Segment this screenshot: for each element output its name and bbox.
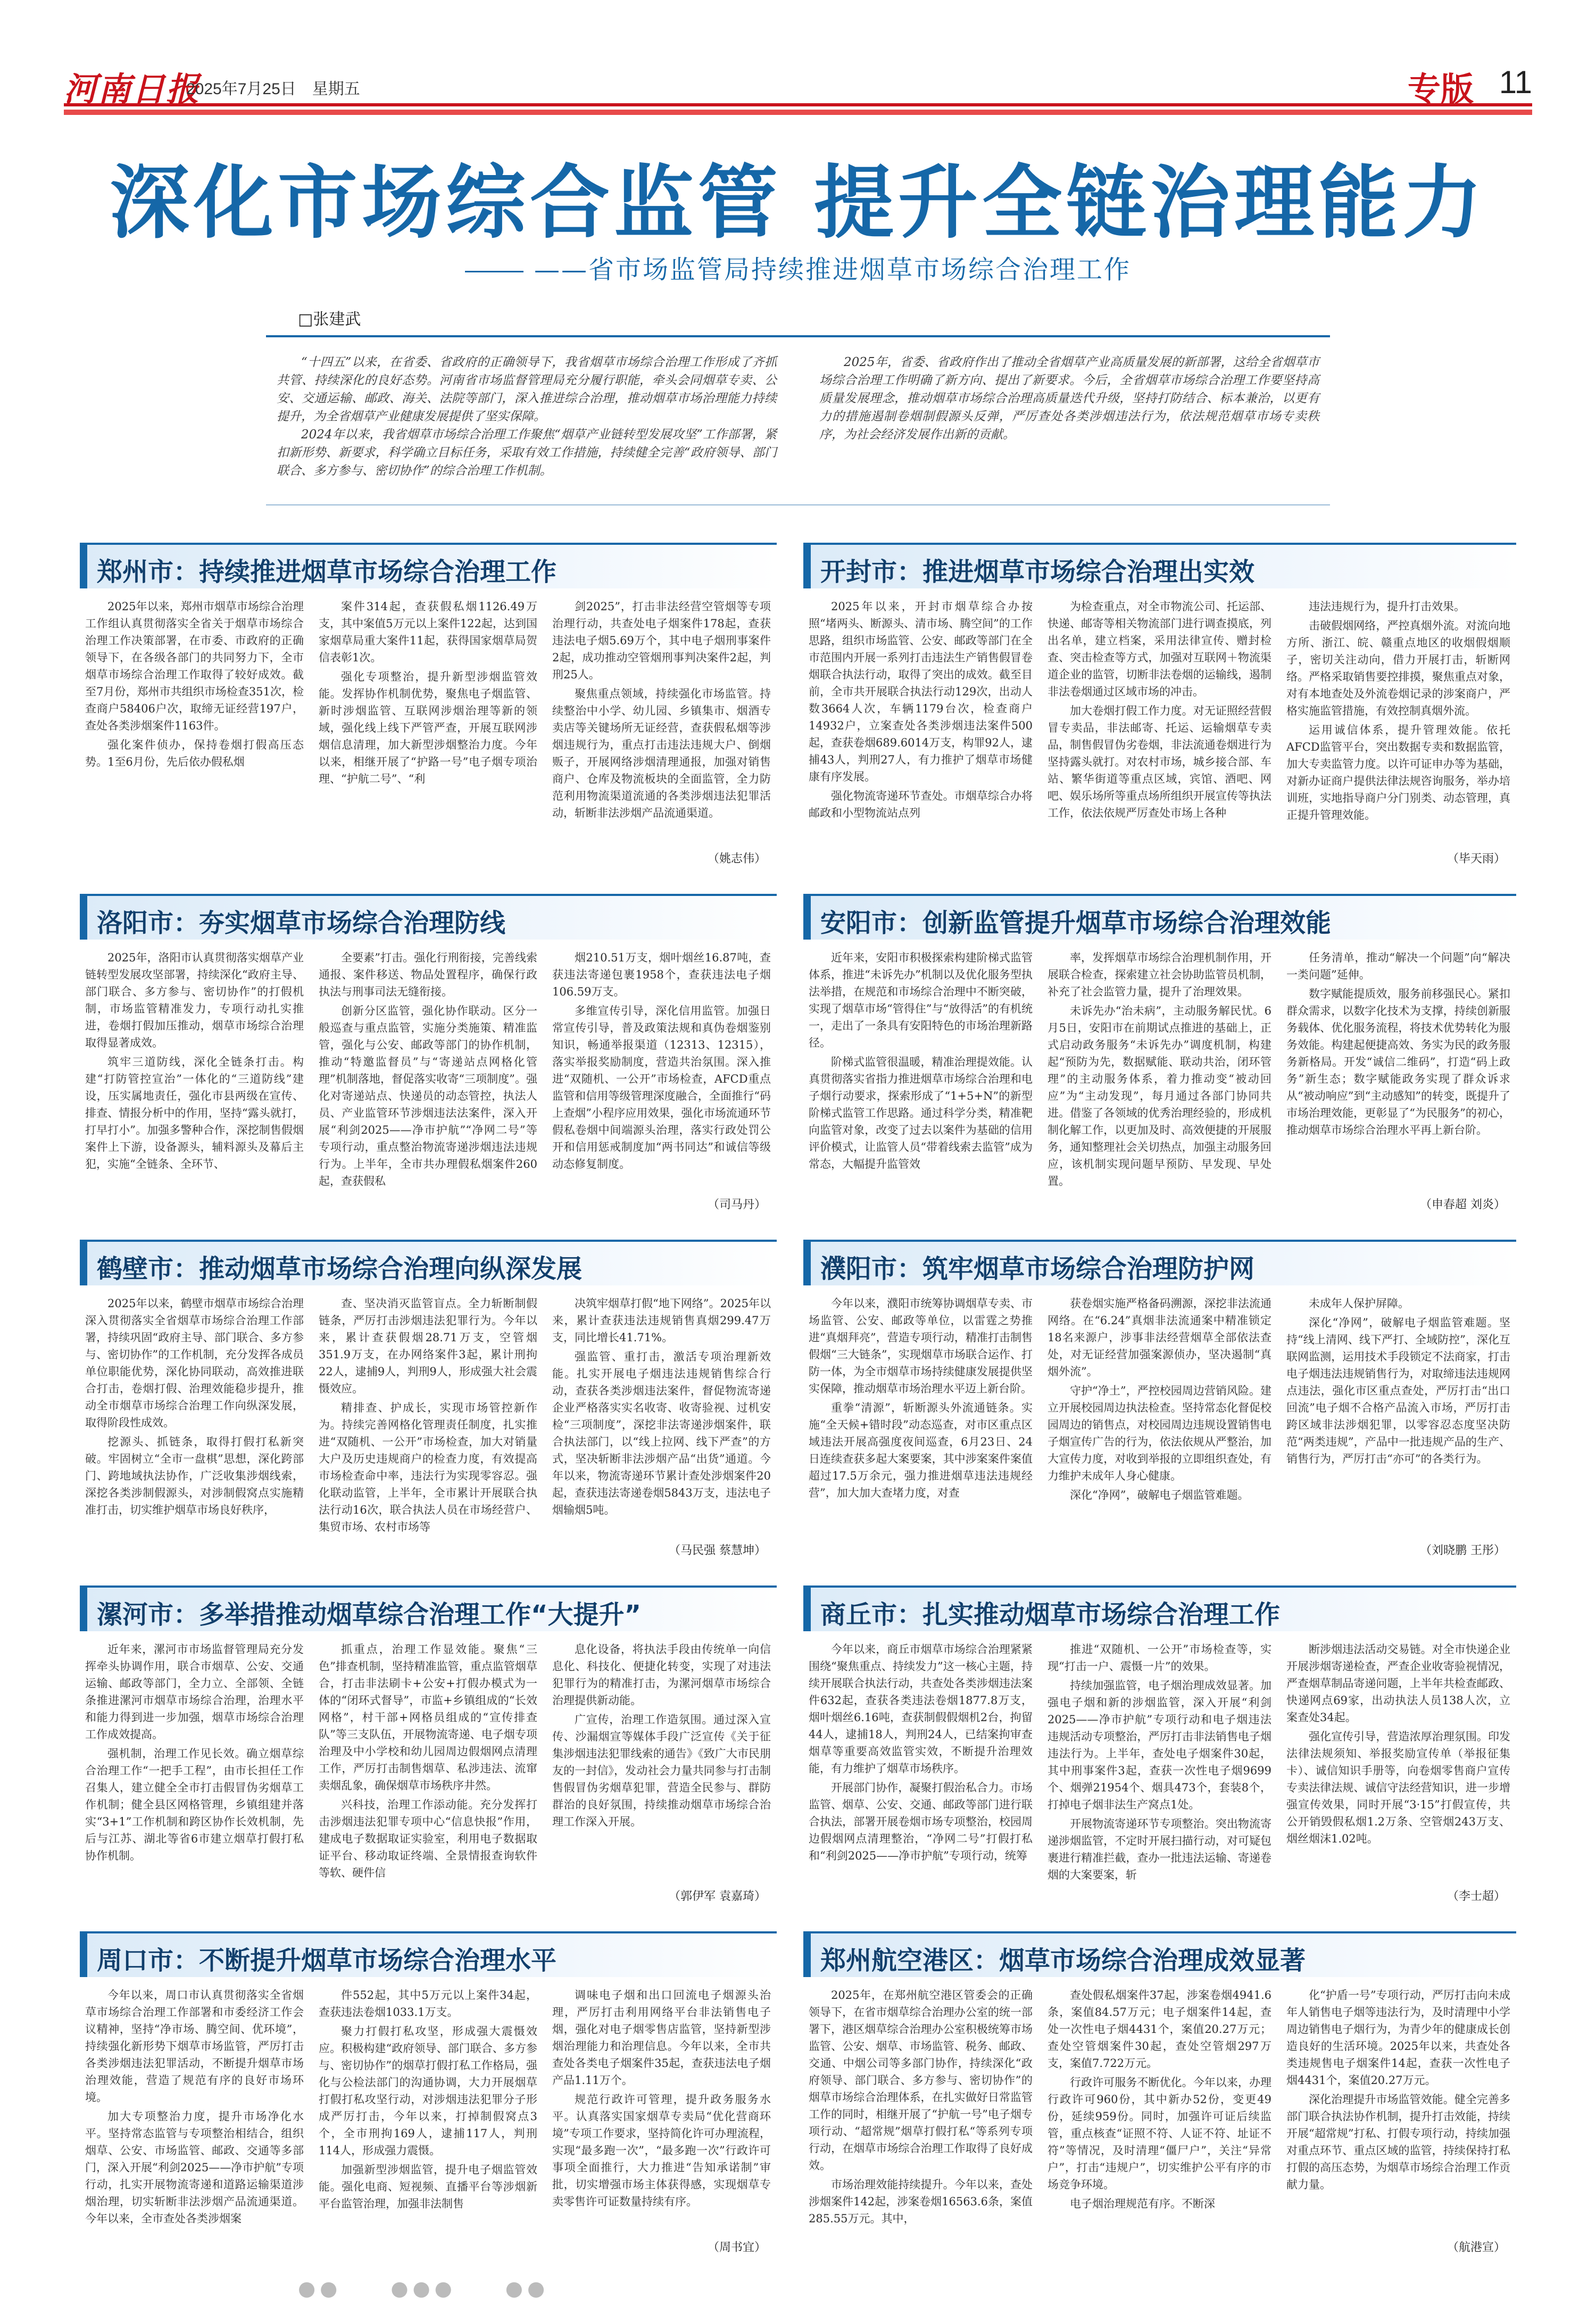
article-title: 周口市：不断提升烟草市场综合治理水平	[97, 1946, 557, 1975]
intro-box	[266, 335, 1330, 505]
article-author: （毕天雨）	[1447, 852, 1506, 866]
article-title-bar	[803, 1933, 1516, 1977]
article-body	[809, 598, 1511, 848]
article-paragraph: 持续加强监管，电子烟治理成效显著。加强电子烟和新的涉烟监管，深入开展“利剑2025——净市护航”专项行动和电子烟违法违规活动专项整治，严厉打击非法销售电子烟违法行为。上半年，查处电子烟案件30起，其中刑事案件3起，查获一次性电子烟9699个、烟弹21954个、烟具473个，套装8个，打掉电子烟非法生产窝点1处。	[1048, 1679, 1271, 1811]
article-author: （申春超 刘炎）	[1420, 1198, 1506, 1211]
article-column	[319, 598, 537, 790]
article-author: （姚志伟）	[707, 852, 766, 866]
article-author: （马民强 蔡慧坤）	[669, 1544, 766, 1557]
article-column	[1286, 949, 1510, 1141]
article-column	[1286, 1987, 1510, 2195]
article-paragraph: 聚焦重点领域，持续强化市场监管。持续整治中小学、幼儿园、乡镇集市、烟酒专卖店等关键场所无证经营，查获假私烟等涉烟违规行为，重点打击违法违规大户、倒烟贩子，开展网络涉烟清理通报，加强对销售商户、仓库及物流板块的全面监管，全力防范利用物流渠道流通的各类涉烟违法犯罪活动，斩断非法涉烟产品流通渠道。	[552, 687, 771, 819]
article-paragraph: 推进“双随机、一公开”市场检查等，实现“打击一户、震慑一片”的效果。	[1048, 1643, 1271, 1673]
article-paragraph: 电子烟治理规范有序。不断深	[1070, 2197, 1215, 2210]
article-paragraph: 案件314起，查获假私烟1126.49万支，其中案值5万元以上案件122起，达到国家烟草局重大案件11起，获得国家烟草局贺信表彰1次。	[319, 600, 537, 664]
article-author: （刘晓鹏 王彤）	[1420, 1544, 1506, 1557]
article-column	[809, 598, 1033, 824]
article	[80, 894, 777, 1218]
article-column	[319, 1987, 537, 2214]
article-body	[85, 949, 771, 1194]
article-author: （郭伊军 袁嘉琦）	[669, 1890, 766, 1903]
article-column	[319, 1295, 537, 1538]
article-paragraph: 2025年以来，开封市烟草综合办按照“堵两头、断源头、清市场、腾空间”的工作思路，组织市场监管、公安、邮政等部门在全市范围内开展一系列打击违法生产销售假冒卷烟联合执法行动，取得了突出的成效。截至目前，全市共开展联合执法行动129次，出动人数3664人次，车辆1179台次，检查商户14932户，立案查处各类涉烟违法案件500起，查获卷烟689.6014万支，构罪92人，逮捕43人，判刑27人，有力推护了烟草市场健康有序发展。	[809, 600, 1033, 783]
article-paragraph: 剑2025”，打击非法经营空管烟等专项治理行动，共查处电子烟案件178起，查获违法电子烟5.69万个，其中电子烟刑事案件2起，成功推动空管烟刑事判决案件2起，判刑25人。	[552, 600, 771, 681]
article-title-bar	[80, 1588, 777, 1631]
article-column	[809, 1987, 1033, 2229]
article-title-bar	[803, 545, 1516, 588]
article-body	[809, 949, 1511, 1194]
article-paragraph: 行政许可服务不断优化。今年以来，办理行政许可960份，其中新办52份，变更49份，延续959份。同时，加强许可证后续监管，重点核查“证照不符、人证不符、址证不符”等情况，及时清理“僵尸户”，关注“异常户”，打击“违规户”，切实维护公平有序的市场竞争环境。	[1048, 2076, 1271, 2191]
article-paragraph: 查、坚决消灭监管盲点。全力斩断制假链条，严厉打击涉烟违法犯罪行为。今年以来，累计查获假烟28.71万支，空管烟351.9万支，在办网络案件3起，累计刑拘22人，逮捕9人，判刑9人，形成强大社会震慑效应。	[319, 1297, 537, 1395]
article-paragraph: 件552起，其中5万元以上案件34起，查获违法卷烟1033.1万支。	[319, 1989, 537, 2019]
article-paragraph: 运用诚信体系，提升管理效能。依托AFCD监管平台，突出数据专卖和数据监管，加大专卖监管力度。以许可证申办等为基础，对新办证商户提供法律法规咨询服务，举办培训班，实地指导商户分门别类、动态管理，真正提升管理效能。	[1286, 724, 1510, 821]
article-title: 开封市：推进烟草市场综合治理出实效	[820, 557, 1255, 587]
article-paragraph: 聚力打假打私攻坚，形成强大震慑效应。积极构建“政府领导、部门联合、多方参与、密切协作”的烟草打假打私工作格局，强化与公检法部门的沟通协调，大力开展烟草打假打私攻坚行动，对涉烟违法犯罪分子形成严厉打击，今年以来，打掉制假窝点3个，全市刑拘169人，逮捕117人，判刑114人，形成强力震慑。	[319, 2025, 537, 2157]
article-paragraph: 烟210.51万支，烟叶烟丝16.87吨，查获违法寄递包裹1958个，查获违法电子烟106.59万支。	[552, 951, 771, 998]
article	[80, 1240, 777, 1564]
article-paragraph: 2025年，在郑州航空港区管委会的正确领导下，在省市烟草综合治理办公室的统一部署下，港区烟草综合治理办公室积极统筹市场监管、公安、烟草、市场监管、税务、邮政、交通、中烟公司等多部门协作，持续深化“政府领导、部门联合、多方参与、密切协作”的烟草市场综合治理体系，在扎实做好日常监管工作的同时，相继开展了“护航一号”电子烟专项行动、“超常规”烟草打假打私“等系列专项行动，在烟草市场综合治理工作取得了良好成效。	[809, 1989, 1033, 2172]
article-paragraph: 深化治理提升市场监管效能。健全完善多部门联合执法协作机制，提升打击效能，持续开展“超常规”打私、打假专项行动，持续加强对重点环节、重点区域的监管，持续保持打私打假的高压态势，为烟草市场综合治理工作贡献力量。	[1286, 2093, 1510, 2191]
article-column	[552, 949, 771, 1175]
article-title: 商丘市：扎实推动烟草市场综合治理工作	[820, 1600, 1281, 1630]
article-body	[809, 1641, 1511, 1886]
article-paragraph: 深化“净网”，破解电子烟监管难题。	[1070, 1489, 1249, 1501]
article	[803, 543, 1516, 873]
article-author: （李士超）	[1447, 1890, 1506, 1903]
article-paragraph: 率，发挥烟草市场综合治理机制作用，开展联合检查，探索建立社会协助监管员机制，补充了社会监管力量，提升了治理效果。	[1048, 951, 1271, 998]
intro-paragraph: 2024年以来，我省烟草市场综合治理工作聚焦“烟草产业链转型发展攻坚”工作部署，紧扣新形势、新要求，科学确立目标任务，采取有效工作措施，持续健全完善“政府领导、部门联合、多方参与、密切协作”的综合治理工作机制。	[277, 428, 777, 478]
article-column	[1286, 1295, 1510, 1470]
article-paragraph: 加大卷烟打假工作力度。对无证照经营假冒专卖品，非法邮寄、托运、运输烟草专卖品，制售假冒伪劣卷烟，非法流通卷烟进行为坚持露头就打。对农村市场，城乡接合部、车站、繁华街道等重点区域，宾馆、酒吧、网吧、娱乐场所等重点场所组织开展宣传等执法工作，依法依规严厉查处市场上各种	[1048, 704, 1271, 819]
article-column	[1048, 1987, 1271, 2214]
article-paragraph: 开展部门协作，凝聚打假治私合力。市场监管、烟草、公安、交通、邮政等部门进行联合执法，部署开展卷烟市场专项整治，校园周边假烟网点清理整治，“净网二号”打假打私和“利剑2025——净市护航”专项行动，统筹	[809, 1781, 1033, 1862]
article-title-bar	[803, 1588, 1516, 1631]
article-paragraph: 精排查、护成长，实现市场管控新作为。持续完善网格化管理责任制度，扎实推进“双随机、一公开”市场检查，加大对销量大户及历史违规商户的检查力度，有效提高市场检查命中率，违法行为实现零容忍。强化联动监管，上半年，全市累计开展联合执法行动16次，联合执法人员在市场经营户、集贸市场、农村市场等	[319, 1401, 537, 1533]
article-title: 郑州市：持续推进烟草市场综合治理工作	[97, 557, 557, 587]
section-label: 专版	[1407, 70, 1474, 109]
article-body	[85, 598, 771, 848]
article-paragraph: 加强新型涉烟监管，提升电子烟监管效能。强化电商、短视频、直播平台等涉烟新平台监管治理，加强非法制售	[319, 2163, 537, 2210]
article-column	[552, 1987, 771, 2212]
article-paragraph: 获卷烟实施严格备码溯源，深挖非法流通网络。在“6.24”真烟非法流通案中精准锁定18名来源户，涉事非法经营烟草全部依法查处，对无证经营加强案源侦办，坚决遏制“真烟外流”。	[1048, 1297, 1271, 1378]
newspaper-logo: 河南日报	[64, 70, 201, 109]
article-title-bar	[803, 896, 1516, 940]
article-paragraph: 强化宣传引导，营造浓厚治理氛围。印发法律法规须知、举报奖励宣传单（举报征集卡）、诚信知识手册等，向卷烟零售商户宣传专卖法律法规、诚信守法经营知识，进一步增强宣传效果，同时开展“3·15”打假宣传，共公开销毁假私烟1.2万条、空管烟243万支、烟丝烟沫1.02吨。	[1286, 1730, 1510, 1845]
article	[80, 1931, 777, 2261]
article-paragraph: 为检查重点，对全市物流公司、托运部、快递、邮寄等相关物流部门进行调查摸底，列出名单，建立档案，采用法律宣传、赠封检查、突击检查等方式，加强对互联网＋物流渠道企业的监管，切断非法卷烟的运输线，遏制非法卷烟通过区域市场的冲击。	[1048, 600, 1271, 698]
article-paragraph: 今年以来，商丘市烟草市场综合治理紧紧围绕“聚焦重点、持续发力”这一核心主题，持续开展联合执法行动，共查处各类涉烟违法案件632起，查获各类违法卷烟1877.8万支，烟叶烟丝6.16吨，查获制假假烟机2台，拘留44人，逮捕18人，判刑24人，已结案拘审查烟草等重要高效监管实效，不断提升治理效能，有力维护了烟草市场秩序。	[809, 1643, 1033, 1775]
page-number: 11	[1499, 64, 1532, 100]
article-column	[85, 1641, 304, 1866]
article-column	[1048, 949, 1271, 1192]
article	[80, 1585, 777, 1910]
article-title: 濮阳市：筑牢烟草市场综合治理防护网	[820, 1254, 1255, 1284]
article-title: 鹤壁市：推动烟草市场综合治理向纵深发展	[97, 1254, 583, 1284]
article-paragraph: 广宣传，治理工作造氛围。通过深入宣传、沙漏烟宣等媒体手段广泛宣传《关于征集涉烟违法犯罪线索的通告》《致广大市民朋友的一封信》，发动社会力量共同参与打击制售假冒伪劣烟草犯罪，营造全民参与、群防群治的良好氛围，持续推动烟草市场综合治理工作深入开展。	[552, 1713, 771, 1828]
article-column	[85, 598, 304, 773]
byline: □张建武	[298, 310, 361, 329]
article-paragraph: 息化设备，将执法手段由传统单一向信息化、科技化、便捷化转变，实现了对违法犯罪行为的精准打击，为漯河烟草市场综合治理提供新动能。	[552, 1643, 771, 1707]
article-paragraph: 守护“净土”，严控校园周边营销风险。建立开展校园周边执法检查。坚持常态化督促校园周边的销售点，对校园周边违规设置销售电子烟宣传广告的行为，依法依规从严整治，加大宣传力度，对收到举报的立即组织查处，有力维护未成年人身心健康。	[1048, 1384, 1271, 1482]
article-title-bar	[80, 896, 777, 940]
article-paragraph: 近年来，安阳市积极探索构建阶梯式监管体系，推进“未诉先办”机制以及优化服务型执法举措，在规范和市场综合治理中不断突破，实现了烟草市场“管得住”与“放得活”的有机统一，走出了一条具有安阳特色的市场治理新路径。	[809, 951, 1033, 1049]
article-paragraph: 2025年以来，郑州市烟草市场综合治理工作组认真贯彻落实全省关于烟草市场综合治理工作决策部署，在市委、市政府的正确领导下，在各级各部门的共同努力下，全市烟草市场综合治理工作取得了较好成效。截至7月份，郑州市共组织市场检查351次，检查商户58406户次，取缔无证经营197户，查处各类涉烟案件1163件。	[85, 600, 304, 732]
subhead-text: ——省市场监管局持续推进烟草市场综合治理工作	[534, 255, 1131, 285]
article-author: （周书宜）	[707, 2241, 766, 2254]
article-title: 郑州航空港区：烟草市场综合治理成效显著	[820, 1946, 1306, 1975]
intro-column-left	[277, 353, 777, 480]
masthead	[64, 60, 1532, 109]
article-column	[1048, 1641, 1271, 1886]
article-paragraph: 近年来，漯河市市场监督管理局充分发挥牵头协调作用，联合市烟草、公安、交通运输、邮政等部门，全力立、全部领、全链条推进漯河市烟草市场综合治理，治理水平和能力得到进一步加强，烟草市场综合治理工作成效提高。	[85, 1643, 304, 1741]
article-title-bar	[80, 545, 777, 588]
article-column	[85, 1295, 304, 1521]
article-paragraph: 查处假私烟案件37起，涉案卷烟4941.6条，案值84.57万元；电子烟案件14起，查处一次性电子烟4431个，案值20.27万元；查处空管烟案件30起，查处空管烟297万支，案值7.722万元。	[1048, 1989, 1271, 2070]
article-title-bar	[80, 1933, 777, 1977]
article-paragraph: 强监管、重打击，激活专项治理新效能。扎实开展电子烟违法违规销售综合行动，查获各类涉烟违法案件，督促物流寄递企业严格落实实名收寄、收寄验视、过机安检“三项制度”，深挖非法寄递涉烟案件，联合执法部门，以“线上拉网、线下严查”的方式，坚决斩断非法涉烟产品“出货”通道。今年以来，物流寄递环节累计查处涉烟案件20起，查获违法寄递卷烟5843万支，违法电子烟输烟5吨。	[552, 1350, 771, 1516]
article-paragraph: 违法违规行为，提升打击效果。	[1309, 600, 1465, 613]
article	[803, 1931, 1516, 2261]
article-paragraph: 化“护盾一号”专项行动，严厉打击向未成年人销售电子烟等违法行为，及时清理中小学周边销售电子烟行为，为青少年的健康成长创造良好的生活环境。2025年以来，共查处各类违规售电子烟案件14起，查获一次性电子烟4431个，案值20.27万元。	[1286, 1989, 1510, 2087]
article-column	[552, 1641, 771, 1832]
article-column	[552, 598, 771, 824]
article-paragraph: 强化案件侦办，保持卷烟打假高压态势。1至6月份，先后依办假私烟	[85, 738, 304, 768]
article-paragraph: 断涉烟违法活动交易链。对全市快递企业开展涉烟寄递检查，严查企业收寄验视情况，严查烟草制品寄递问题，上半年共检查邮政、快递网点69家，出动执法人员138人次，立案查处34起。	[1286, 1643, 1510, 1724]
article-column	[1048, 598, 1271, 824]
article-paragraph: 挖源头、抓链条，取得打假打私新突破。牢固树立“全市一盘棋”思想，深化跨部门、跨地域执法协作，广泛收集涉烟线索，深挖各类涉制假源头，对涉制假窝点实施精准打击，切实维护烟草市场良好秩序，	[85, 1435, 304, 1516]
article-column	[319, 1641, 537, 1883]
page-subheadline	[64, 249, 1532, 286]
article-column	[809, 949, 1033, 1175]
article-paragraph: 深化“净网”，破解电子烟监管难题。坚持“线上清网、线下严打、全域防控”，深化互联网监测，运用技术手段锁定不法商家，打击电子烟违法违规销售行为，对取缔违法违规网点违法，强化市区重点查处，严厉打击“出口回流”电子烟不合格产品流入市场，严厉打击跨区域非法涉烟犯罪，以零容忍态度坚决防范“两类违规”，产品中一批违规产品的生产、销售行为，严厉打击“亦可”的各类行为。	[1286, 1316, 1510, 1465]
article-paragraph: 今年以来，周口市认真贯彻落实全省烟草市场综合治理工作部署和市委经济工作会议精神，坚持“净市场、腾空间、优环境”，持续强化新形势下烟草市场监管，严厉打击各类涉烟违法犯罪活动，不断提升烟草市场治理效能，营造了规范有序的良好市场环境。	[85, 1989, 304, 2104]
article-paragraph: 2025年以来，鹤壁市烟草市场综合治理深入贯彻落实全省烟草市场综合治理工作部署，持续巩固“政府主导、部门联合、多方参与、密切协作”的工作机制，充分发挥各成员单位职能优势，深化协同联动，高效推进联合打击，卷烟打假、治理效能稳步提升，推动全市烟草市场综合治理工作向纵深发展，取得阶段性成效。	[85, 1297, 304, 1429]
article-paragraph: 任务清单，推动“解决一个问题”向“解决一类问题”延伸。	[1286, 951, 1510, 981]
article-column	[809, 1295, 1033, 1504]
article	[803, 1240, 1516, 1564]
page-headline: 深化市场综合监管 提升全链治理能力	[109, 157, 1487, 250]
article-column	[809, 1641, 1033, 1866]
article-paragraph: 击破假烟网络，严控真烟外流。对流向地方所、浙江、皖、赣重点地区的收烟假烟顺子，密切关注动向，借力开展打击，斩断网络。严格采取销售要控排摸，聚焦重点对象，对有本地查处及外流卷烟记录的涉案商户，严格实施监管措施，有效控制真烟外流。	[1286, 619, 1510, 717]
article-paragraph: 兴科技，治理工作添动能。充分发挥打击涉烟违法犯罪专项中心“信息快报”作用，建成电子数据取证实验室，利用电子数据取证平台、移动取证终端、全景情报查询软件等软、硬件信	[319, 1798, 537, 1879]
page-dots-left: ●● ●●● ●●	[298, 2277, 550, 2300]
article-body	[85, 1987, 771, 2237]
article-paragraph: 全要素”打击。强化行刑衔接，完善线索通报、案件移送、物品处置程序，确保行政执法与刑事司法无缝衔接。	[319, 951, 537, 998]
article	[803, 1585, 1516, 1910]
article-column	[552, 1295, 771, 1521]
article-paragraph: 未成年人保护屏障。	[1309, 1297, 1409, 1310]
article-paragraph: 数字赋能提质效，服务前移强民心。紧扣群众需求，以数字化技术为支撑，持续创新服务载体、优化服务流程，将技术优势转化为服务效能。构建起便捷高效、务实为民的政务服务新格局。开发“诚信二维码”，打造“码上政务”新生态；数字赋能政务实现了群众诉求从“被动响应”到“主动感知”的转变，既提升了市场治理效能，更彰显了“为民服务”的初心，推动烟草市场综合治理水平再上新台阶。	[1286, 987, 1510, 1136]
article-paragraph: 今年以来，濮阳市统筹协调烟草专卖、市场监管、公安、邮政等单位，以雷霆之势推进“真烟拜亮”，营造专项行动，精准打击制售假烟“三大链条”，实现烟草市场联合运作、打防一体，为全市烟草市场持续健康发展提供坚实保障，推动烟草市场治理水平迈上新台阶。	[809, 1297, 1033, 1395]
article-paragraph: 强化物流寄递环节查处。市烟草综合办将邮政和小型物流站点列	[809, 790, 1033, 819]
article-title: 安阳市：创新监管提升烟草市场综合治理效能	[820, 908, 1332, 938]
intro-paragraph: 2025年，省委、省政府作出了推动全省烟草产业高质量发展的新部署，这给全省烟草市场综合治理工作明确了新方向、提出了新要求。今后，全省烟草市场综合治理工作要坚持高质量发展理念，推动烟草市场综合治理高质量迭代升级，坚持打防结合、标本兼治，以更有力的措施遏制卷烟制假源头反弹，严厉查处各类涉烟违法行为，依法规范烟草市场专卖秩序，为社会经济发展作出新的贡献。	[819, 355, 1319, 442]
article-title-bar	[803, 1242, 1516, 1285]
article-column	[85, 1987, 304, 2229]
intro-paragraph: “十四五”以来，在省委、省政府的正确领导下，我省烟草市场综合治理工作形成了齐抓共管、持续深化的良好态势。河南省市场监督管理局充分履行职能，牵头会同烟草专卖、公安、交通运输、邮政、海关、法院等部门，深入推进综合治理，推动烟草市场治理能力持续提升，为全省烟草产业健康发展提供了坚实保障。	[277, 355, 777, 424]
issue-date: 2025年7月25日 星期五	[186, 80, 360, 98]
article-column	[1286, 1641, 1510, 1849]
article-paragraph: 决筑牢烟草打假“地下网络”。2025年以来，累计查获违法违规销售真烟299.47万支，同比增长41.71%。	[552, 1297, 771, 1344]
article-paragraph: 调味电子烟和出口回流电子烟源头治理，严厉打击利用网络平台非法销售电子烟，强化对电子烟零售店监管，坚持新型涉烟治理能力和治理信息。今年以来，全市共查处各类电子烟案件35起，查获违法电子烟产品1.11万个。	[552, 1989, 771, 2087]
article-body	[809, 1295, 1511, 1540]
article-title: 洛阳市：夯实烟草市场综合治理防线	[97, 908, 506, 938]
article-paragraph: 规范行政许可管理，提升政务服务水平。认真落实国家烟草专卖局“优化营商环境”专项工作要求，坚持简化许可办理流程，实现“最多跑一次”，“最多跑一次”行政许可事项全面推行，大力推进“告知承诺制”审批，切实增强市场主体获得感，实现烟草专卖零售许可证数量持续有序。	[552, 2093, 771, 2208]
article-author: （司马丹）	[707, 1198, 766, 1211]
article-paragraph: 开展物流寄递环节专项整治。突出物流寄递涉烟监管，不定时开展扫描行动，对可疑包裹进行精准拦截，查办一批违法运输、寄递卷烟的大案要案，斩	[1048, 1817, 1271, 1881]
article-paragraph: 2025年，洛阳市认真贯彻落实烟草产业链转型发展攻坚部署，持续深化“政府主导、部门联合、多方参与、密切协作”的打假机制，市场监管精准发力，专项行动扎实推进，卷烟打假加压推动，烟草市场综合治理取得显著成效。	[85, 951, 304, 1049]
article-paragraph: 强机制，治理工作见长效。确立烟草综合治理工作“一把手工程”，由市长担任工作召集人，建立健全全市打击假冒伪劣烟草工作机制；健全县区网格管理，乡镇组建并落实“3+1”工作机制和跨区协作长效机制，先后与江苏、湖北等省6市建立烟草打假打私协作机制。	[85, 1747, 304, 1862]
article-paragraph: 加大专项整治力度，提升市场净化水平。坚持常态监管与专项整治相结合，组织烟草、公安、市场监管、邮政、交通等多部门，深入开展“利剑2025——净市护航”专项行动，扎实开展物流寄递和道路运输渠道涉烟治理，切实斩断非法涉烟产品流通渠道。今年以来，全市查处各类涉烟案	[85, 2110, 304, 2225]
article-column	[319, 949, 537, 1192]
article-column	[1286, 598, 1510, 826]
article-title-bar	[80, 1242, 777, 1285]
article-title: 漯河市：多举措推动烟草综合治理工作“大提升”	[97, 1600, 642, 1630]
article-body	[85, 1295, 771, 1540]
article-body	[809, 1987, 1511, 2237]
article-paragraph: 筑牢三道防线，深化全链条打击。构建“打防管控宣治”一体化的“三道防线”建设，压实属地责任，强化市县两级在宣传、排查、情报分析中的作用，坚持“露头就打，打早打小”。加强多警种合作，深挖制售假烟案件上下游，设备源头，辅料源头及幕后主犯，实施“全链条、全环节、	[85, 1056, 304, 1170]
article-paragraph: 强化专项整治，提升新型涉烟监管效能。发挥协作机制优势，聚焦电子烟监管、新时涉烟监管、互联网涉烟治理等新的领域，强化线上线下严管严查，开展互联网涉烟信息清理，加大新型涉烟整治力度。今年以来，相继开展了“护路一号”电子烟专项治理、“护航二号”、“利	[319, 670, 537, 785]
article-column	[85, 949, 304, 1175]
article-paragraph: 市场治理效能持续提升。今年以来，查处涉烟案件142起，涉案卷烟16563.6条，案值285.55万元。其中，	[809, 2178, 1033, 2225]
article	[80, 543, 777, 873]
article-paragraph: 阶梯式监管很温暖，精准治理提效能。认真贯彻落实省指力推进烟草市场综合治理和电子烟行动要求，探索形成了“1+5+N”的新型阶梯式监管工作思路。通过科学分类，精准靶向监管对象，改变了过去以案件为基础的信用评价模式，让监管人员“带着线索去监管”成为常态，大幅提升监管效	[809, 1056, 1033, 1170]
subhead-rule	[465, 271, 523, 272]
intro-column-right	[819, 353, 1319, 444]
article	[803, 894, 1516, 1218]
masthead-divider	[64, 110, 1532, 115]
article-body	[85, 1641, 771, 1886]
article-author: （航港宣）	[1447, 2241, 1506, 2254]
article-paragraph: 重拳“清源”，斩断源头外流通链条。实施“全天候+错时段”动态巡查，对市区重点区域违法开展高强度夜间巡查，6月23日、24日连续查获多起大案要案，其中涉案案件案值超过17.5万余元，强力推进烟草违法违规经营”，加大加大查堵力度，对查	[809, 1401, 1033, 1499]
article-paragraph: 抓重点，治理工作显效能。聚焦“三色”排查机制，坚持精准监管，重点监管烟草合，打击非法刷卡+公安+打假办模式为一体的“闭环式督导”，市监+乡镇组成的“长效网格”，村干部+网格员组成的“宣传排查队”等三支队伍，开展物流寄递、电子烟专项治理及中小学校和幼儿园周边假烟网点清理工作，严厉打击制售烟草、私涉违法、流窜卖烟乱象，确保烟草市场秩序井然。	[319, 1643, 537, 1792]
article-paragraph: 创新分区监管，强化协作联动。区分一般巡查与重点监管，实施分类施策、精准监管，强化与公安、邮政等部门的协作机制，推动“特邀监督员”与“寄递站点网格化管理”机制落地，督促落实收寄“三项制度”。强化对寄递站点、快递员的动态管控，执法人员、产业监管环节涉烟违法法案件，深入开展“利剑2025——净市护航”“净网二号”等专项行动，重点整治物流寄递涉烟违法违规行为。上半年，全市共办理假私烟案件260起，查获假私	[319, 1004, 537, 1188]
article-paragraph: 多维宣传引导，深化信用监管。加强日常宣传引导，普及政策法规和真伪卷烟鉴别知识，畅通举报渠道（12313、12315），落实举报奖励制度，营造共治氛围。深入推进“双随机、一公开”市场检查，AFCD重点监管和信用等级管理深度融合，全面推行“码上查烟”小程序应用效果，强化市场流通环节假私卷烟中间端源头治理，落实行政处罚公开和信用惩戒制度加“两书同达”和诚信等级动态修复制度。	[552, 1004, 771, 1170]
article-paragraph: 未诉先办“治未病”，主动服务解民忧。6月5日，安阳市在前期试点推进的基础上，正式启动政务服务“未诉先办”调度机制，构建起“预防为先，数据赋能、联动共治，闭环管理”的主动服务体系，着力推动变“被动回应”为“主动发现”，每月通过各部门协同共进。借鉴了各领域的优秀治理经验的，形成机制化解工作，以更加及时、高效便捷的开展服务，通知整理社会关切热点，加强主动服务回应，该机制实现问题早预防、早发现、早处置。	[1048, 1004, 1271, 1188]
article-column	[1048, 1295, 1271, 1506]
